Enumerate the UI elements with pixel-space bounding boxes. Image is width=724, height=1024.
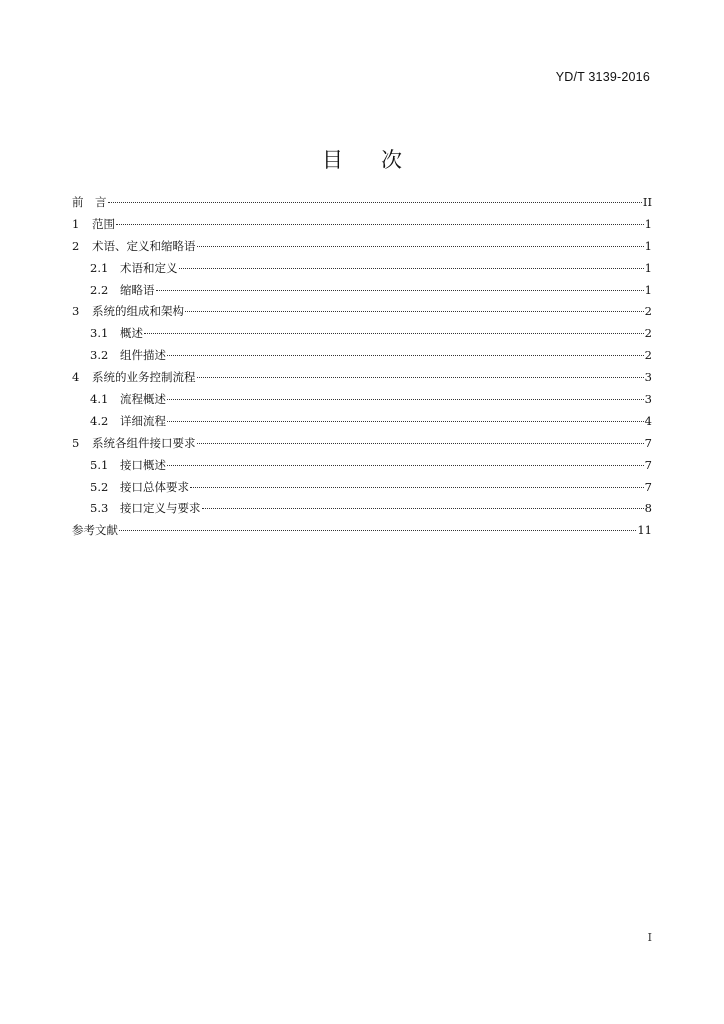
toc-leader-dots [190, 487, 644, 488]
toc-entry-number: 2.1 [90, 260, 109, 275]
toc-entry[interactable] [72, 477, 652, 499]
toc-entry-number: 5.1 [90, 457, 109, 472]
toc-entry-label: 详细流程 [120, 413, 166, 428]
toc-entry-number: 5 [72, 435, 80, 450]
toc-entry-label: 概述 [120, 326, 143, 341]
toc-entry-page: 1 [644, 216, 652, 231]
toc-entry[interactable] [72, 367, 652, 389]
toc-entry[interactable] [72, 214, 652, 236]
toc-entry[interactable] [72, 301, 652, 323]
toc-leader-dots [167, 399, 644, 400]
toc-entry-page: 8 [644, 501, 652, 516]
toc-leader-dots [197, 443, 644, 444]
toc-entry-label: 接口概述 [120, 457, 166, 472]
page-title [0, 144, 724, 174]
toc-entry[interactable] [72, 236, 652, 258]
toc-entry-number: 4 [72, 370, 80, 385]
toc-entry-number: 5.2 [90, 479, 109, 494]
toc-leader-dots [179, 268, 644, 269]
toc-entry-number: 1 [72, 216, 80, 231]
toc-entry[interactable] [72, 258, 652, 280]
toc-leader-dots [185, 311, 644, 312]
toc-entry-label: 术语和定义 [120, 260, 178, 275]
toc-entry-page: 4 [644, 413, 652, 428]
toc-leader-dots [167, 355, 644, 356]
toc-entry[interactable] [72, 433, 652, 455]
toc-entry-number: 4.1 [90, 392, 109, 407]
toc-entry-label: 术语、定义和缩略语 [92, 238, 196, 253]
toc-entry-label: 接口定义与要求 [120, 501, 201, 516]
toc-leader-dots [197, 246, 644, 247]
toc-entry-page: 3 [644, 370, 652, 385]
toc-entry[interactable] [72, 389, 652, 411]
toc-entry-page: 2 [644, 304, 652, 319]
toc-leader-dots [197, 377, 644, 378]
toc-entry-label: 缩略语 [120, 282, 155, 297]
toc-leader-dots [108, 202, 642, 203]
toc-entry[interactable] [72, 192, 652, 214]
toc-entry-label: 参考文献 [72, 523, 118, 538]
toc-leader-dots [202, 508, 644, 509]
toc-entry-label: 前 言 [72, 195, 107, 209]
toc-leader-dots [144, 333, 644, 334]
toc-entry-number: 4.2 [90, 413, 109, 428]
toc-entry-number: 3 [72, 304, 80, 319]
toc-leader-dots [167, 465, 644, 466]
toc-entry-number: 5.3 [90, 501, 109, 516]
toc-entry-page: 3 [644, 392, 652, 407]
toc-entry[interactable] [72, 498, 652, 520]
document-code: YD/T 3139-2016 [555, 70, 650, 84]
toc-entry-page: 2 [644, 326, 652, 341]
toc-entry-number: 3.1 [90, 326, 109, 341]
title-char-1: 目 [322, 148, 343, 173]
toc-entry-page: 11 [637, 523, 652, 538]
toc-entry-label: 系统的组成和架构 [92, 304, 184, 319]
toc-entry[interactable] [72, 455, 652, 477]
toc-entry-page: 7 [644, 479, 652, 494]
toc-entry-label: 接口总体要求 [120, 479, 189, 494]
toc-leader-dots [156, 290, 644, 291]
toc-entry-page: 7 [644, 457, 652, 472]
toc-leader-dots [167, 421, 644, 422]
toc-entry[interactable] [72, 520, 652, 542]
toc-entry-number: 2.2 [90, 282, 109, 297]
toc-entry-page: 1 [644, 238, 652, 253]
toc-entry-page: II [642, 195, 652, 209]
toc-entry-number: 2 [72, 238, 80, 253]
toc-leader-dots [119, 530, 636, 531]
toc-entry-label: 组件描述 [120, 348, 166, 363]
toc-entry[interactable] [72, 323, 652, 345]
toc-leader-dots [116, 224, 644, 225]
toc-entry-number: 3.2 [90, 348, 109, 363]
toc-entry-label: 范围 [92, 216, 115, 231]
toc-entry[interactable] [72, 345, 652, 367]
toc-entry-label: 系统各组件接口要求 [92, 435, 196, 450]
table-of-contents [72, 192, 652, 542]
title-char-2: 次 [381, 148, 402, 173]
toc-entry-page: 2 [644, 348, 652, 363]
toc-entry[interactable] [72, 280, 652, 302]
toc-entry-label: 系统的业务控制流程 [92, 370, 196, 385]
toc-entry-label: 流程概述 [120, 392, 166, 407]
page-number: I [647, 931, 652, 944]
toc-entry-page: 1 [644, 260, 652, 275]
toc-entry[interactable] [72, 411, 652, 433]
toc-entry-page: 1 [644, 282, 652, 297]
toc-entry-page: 7 [644, 435, 652, 450]
